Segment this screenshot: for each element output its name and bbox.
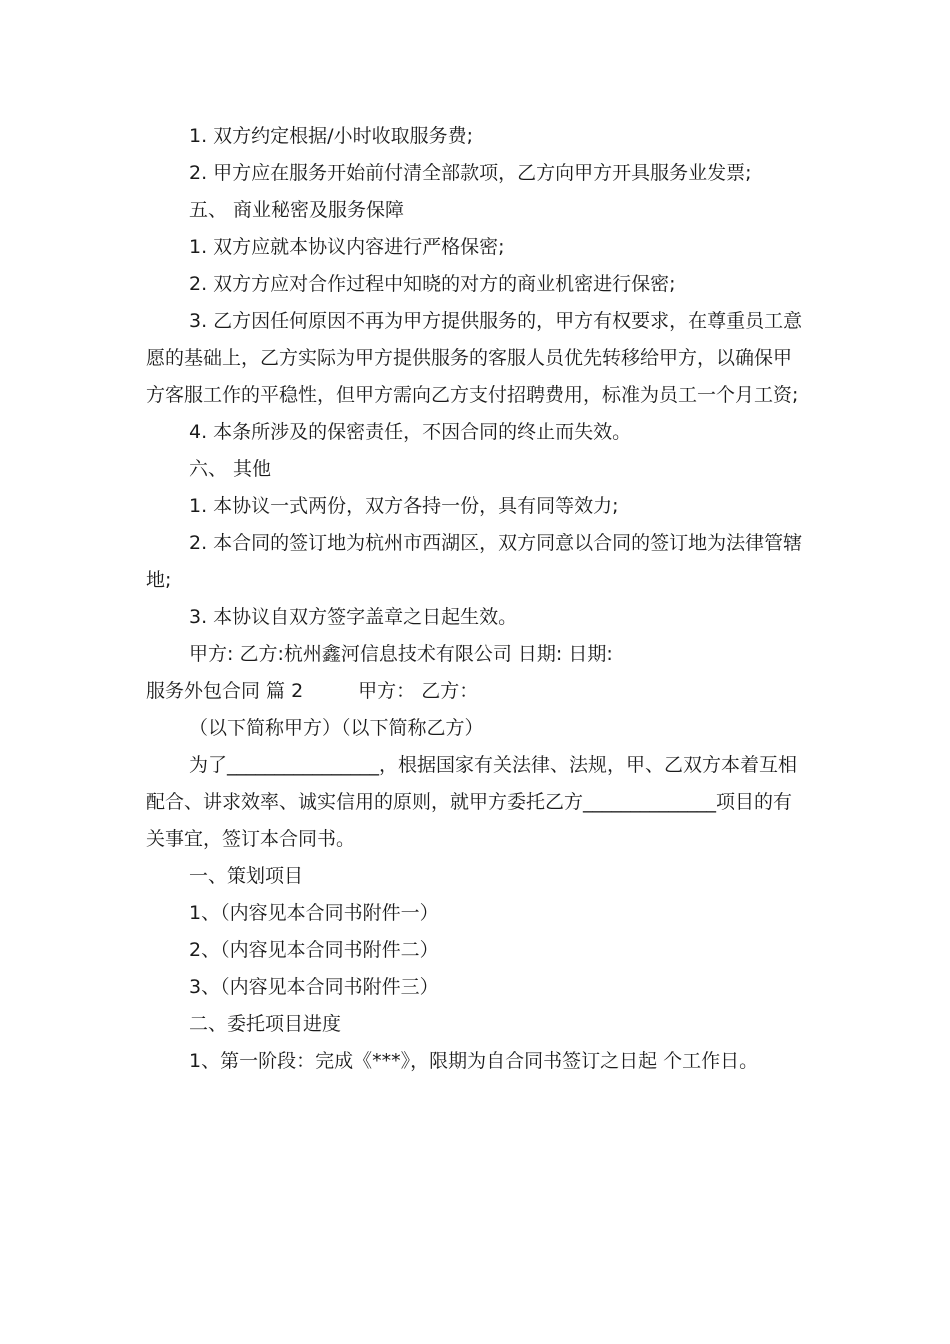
- paragraph-payment-invoice: 2. 甲方应在服务开始前付清全部款项，乙方向甲方开具服务业发票;: [189, 162, 752, 184]
- section-heading-schedule: 二、委托项目进度: [189, 1013, 342, 1035]
- paragraph-jurisdiction: 2. 本合同的签订地为杭州市西湖区，双方同意以合同的签订地为法律管辖地;: [146, 532, 803, 591]
- paragraph-effective: 3. 本协议自双方签字盖章之日起生效。: [189, 606, 518, 628]
- paragraph-confidentiality-survival: 4. 本条所涉及的保密责任，不因合同的终止而失效。: [189, 421, 632, 443]
- party-labels: 甲方： 乙方：: [358, 680, 479, 702]
- paragraph-business-secrets: 2. 双方方应对合作过程中知晓的对方的商业机密进行保密;: [189, 273, 676, 295]
- paragraph-fee-basis: 1. 双方约定根据/小时收取服务费;: [189, 125, 473, 147]
- list-item-annex-1: 1、（内容见本合同书附件一）: [189, 902, 439, 924]
- paragraph-copies: 1. 本协议一式两份，双方各持一份，具有同等效力;: [189, 495, 619, 517]
- paragraph-staff-transfer: 3. 乙方因任何原因不再为甲方提供服务的，甲方有权要求，在尊重员工意愿的基础上，乙方实际为甲方提供服务的客服人员优先转移给甲方，以确保甲方客服工作的平稳性，但甲方需向乙方支付招聘费用，标准为员工一个月工资;: [146, 310, 803, 406]
- paragraph-purpose: 为了________________，根据国家有关法律、法规，甲、乙双方本着互相配合、讲求效率、诚实信用的原则，就甲方委托乙方______________项目的有关事宜，签订本合同书。: [146, 754, 798, 850]
- section-heading-confidentiality: 五、 商业秘密及服务保障: [189, 199, 405, 221]
- signature-line: 甲方: 乙方:杭州鑫河信息技术有限公司 日期: 日期:: [189, 643, 613, 665]
- section-heading-planning: 一、策划项目: [189, 865, 304, 887]
- section-heading-other: 六、 其他: [189, 458, 272, 480]
- paragraph-phase-one: 1、第一阶段：完成《***》，限期为自合同书签订之日起 个工作日。: [189, 1050, 759, 1072]
- list-item-annex-3: 3、（内容见本合同书附件三）: [189, 976, 439, 998]
- paragraph-confidential-agreement: 1. 双方应就本协议内容进行严格保密;: [189, 236, 505, 258]
- list-item-annex-2: 2、（内容见本合同书附件二）: [189, 939, 439, 961]
- party-abbreviations: （以下简称甲方）（以下简称乙方）: [189, 717, 484, 739]
- document-body: [146, 118, 810, 1080]
- contract-heading-line: [146, 673, 810, 710]
- contract-title: 服务外包合同 篇 2: [146, 680, 304, 702]
